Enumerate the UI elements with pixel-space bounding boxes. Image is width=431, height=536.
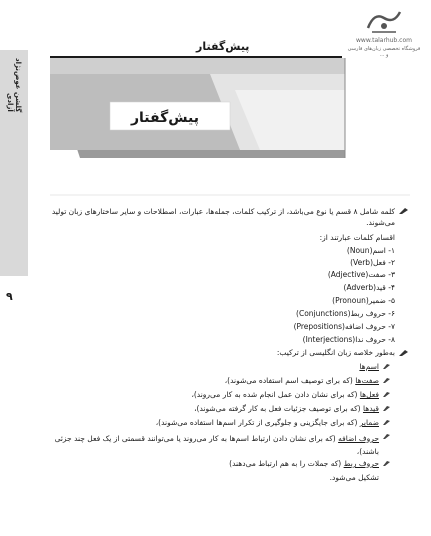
sub-bullet-icon: [382, 419, 391, 426]
summary-term: فعل‌ها: [359, 390, 379, 399]
list-item: ۵- ضمیر(Pronoun): [332, 296, 395, 305]
list-item: ۴- قید(Adverb): [343, 283, 395, 292]
sub-bullet-icon: [382, 377, 391, 384]
summary-desc: (که برای توصیف اسم استفاده می‌شوند)،: [224, 376, 356, 385]
header-rule: [50, 56, 342, 58]
running-title: پیش‌گفتار: [196, 40, 250, 53]
summary-desc: (که جملات را به هم ارتباط می‌دهند): [229, 459, 344, 468]
side-label-text: گلشن عوض‌نژاد آزادی: [6, 57, 22, 112]
summary-desc: (که برای نشان دادن عمل انجام شده به کار می‌روند)،: [191, 390, 360, 399]
sub-bullet-icon: [382, 405, 391, 412]
summary-item: [191, 390, 379, 399]
summary-item: [229, 459, 379, 468]
list-item: ۸- حروف ندا(Interjections): [302, 335, 395, 344]
list-item: ۳- صفت(Adjective): [327, 270, 395, 279]
intro-paragraph: کلمه شامل ۸ قسم یا نوع می‌باشد، از ترکیب کلمات، جمله‌ها، عبارات، اصطلاحات و سایر ساختارهای زبان تولید می‌شوند.: [51, 207, 395, 227]
summary-term: اسم‌ها: [359, 362, 379, 371]
page-number: ۹: [6, 290, 13, 303]
sub-bullet-icon: [382, 391, 391, 398]
list-item: ۱- اسم(Noun): [346, 246, 395, 255]
summary-item: [194, 404, 379, 413]
pen-bullet-icon: [398, 349, 409, 357]
sub-bullet-icon: [382, 433, 391, 440]
summary-item: [225, 376, 379, 385]
summary-term: ضمایر: [359, 418, 379, 427]
summary-term: قیدها: [362, 404, 379, 413]
summary-desc: (که برای نشان دادن ارتباط اسم‌ها به کار می‌روند یا می‌توانند قسمتی از یک فعل چند جزئی باشند)،: [54, 434, 379, 456]
sub-bullet-icon: [382, 363, 391, 370]
summary-item: [359, 362, 379, 371]
logo-url: www.talarhub.com: [356, 37, 412, 44]
list-heading: اقسام کلمات عبارتند از:: [319, 233, 395, 242]
list-item: ۷- حروف اضافه(Prepositions): [293, 322, 395, 331]
summary-item: [156, 418, 379, 427]
side-label: [6, 52, 20, 112]
summary-desc: (که برای توصیف جزئیات فعل به کار گرفته می‌شوند)،: [194, 404, 363, 413]
summary-item: [39, 432, 379, 458]
sub-bullet-icon: [382, 460, 391, 467]
summary-desc: (که برای جایگزینی و جلوگیری از تکرار اسم‌ها استفاده می‌شوند)،: [155, 418, 360, 427]
logo-mark-icon: [364, 6, 404, 36]
summary-term: حروف ربط: [343, 459, 379, 468]
summary-term: صفت‌ها: [355, 376, 379, 385]
summary-closing: تشکیل می‌شود.: [329, 473, 379, 482]
pen-bullet-icon: [398, 207, 409, 215]
summary-term: حروف اضافه: [338, 434, 379, 443]
banner-title: پیش‌گفتار: [130, 110, 199, 126]
logo-caption: فروشگاه تخصصی زبان‌های فارسی و ...: [347, 46, 421, 58]
banner-top-band: [50, 58, 345, 74]
summary-heading: به‌طور خلاصه زبان انگلیسی از ترکیب:: [276, 348, 395, 357]
list-item: ۶- حروف ربط(Conjunctions): [296, 309, 395, 318]
list-item: ۲- فعل(Verb): [350, 258, 395, 267]
publisher-logo: [346, 6, 422, 62]
